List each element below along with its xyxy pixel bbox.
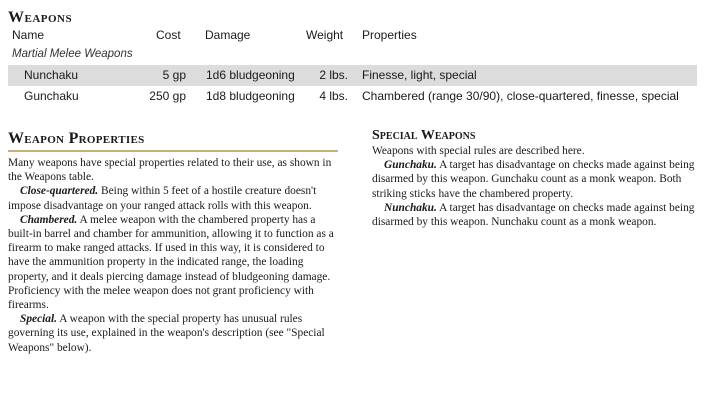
cell-properties: Finesse, light, special bbox=[362, 68, 477, 82]
cell-cost: 5 gp bbox=[162, 68, 186, 82]
table-row bbox=[8, 65, 697, 86]
header-name: Name bbox=[12, 28, 45, 42]
special-gunchaku bbox=[372, 158, 700, 201]
table-row bbox=[8, 86, 697, 107]
header-properties: Properties bbox=[362, 28, 417, 42]
special-text: A target has disadvantage on checks made against being disarmed by this weapon. Nunchaku count as a monk weapon. bbox=[372, 201, 695, 229]
property-text: Being within 5 feet of a hostile creature doesn't impose disadvantage on your ranged attack rolls with this weapon. bbox=[8, 185, 317, 212]
cell-damage: 1d8 bludgeoning bbox=[206, 89, 295, 103]
special-weapons-body bbox=[372, 144, 700, 229]
weapons-table-title: Weapons bbox=[8, 9, 73, 26]
property-close-quartered bbox=[8, 184, 338, 212]
cell-properties: Chambered (range 30/90), close-quartered, finesse, special bbox=[362, 89, 679, 103]
cell-damage: 1d6 bludgeoning bbox=[206, 68, 295, 82]
special-weapons-section bbox=[372, 128, 700, 229]
special-term: Gunchaku. bbox=[384, 159, 437, 172]
special-text: A target has disadvantage on checks made against being disarmed by this weapon. Gunchaku count as a monk weapon. Both striking sticks have the chambered property. bbox=[372, 159, 695, 200]
table-header-row bbox=[8, 27, 697, 44]
cell-weight: 4 lbs. bbox=[319, 89, 348, 103]
cell-weight: 2 lbs. bbox=[319, 68, 348, 82]
special-intro: Weapons with special rules are described here. bbox=[372, 145, 585, 157]
property-term: Close-quartered. bbox=[20, 185, 99, 198]
property-chambered bbox=[8, 213, 338, 312]
cell-name: Gunchaku bbox=[24, 89, 79, 103]
weapon-properties-heading: Weapon Properties bbox=[8, 130, 338, 152]
property-text: A melee weapon with the chambered property has a built-in barrel and chamber for ammunition, allowing it to function as a firearm to make ranged attacks. If used in this way, it is considered to have the ammunition property in the indicated range, the loading property, and it deals piercing damage instead of bludgeoning damage. Proficiency with the melee weapon does not grant proficiency with firearms. bbox=[8, 213, 334, 312]
property-term: Special. bbox=[20, 313, 58, 326]
special-term: Nunchaku. bbox=[384, 201, 437, 214]
weapon-properties-section bbox=[8, 130, 338, 355]
property-text: A weapon with the special property has unusual rules governing its use, explained in the weapon's description (see "Special Weapons" below). bbox=[8, 313, 325, 354]
header-cost: Cost bbox=[156, 28, 181, 42]
header-weight: Weight bbox=[306, 28, 344, 42]
property-term: Chambered. bbox=[20, 213, 78, 226]
property-special bbox=[8, 312, 338, 355]
weapon-properties-body bbox=[8, 156, 338, 355]
header-damage: Damage bbox=[205, 28, 251, 42]
weapon-group-label: Martial Melee Weapons bbox=[12, 48, 133, 60]
cell-cost: 250 gp bbox=[149, 89, 186, 103]
weapons-table bbox=[8, 27, 697, 107]
cell-name: Nunchaku bbox=[24, 68, 79, 82]
special-nunchaku bbox=[372, 201, 700, 229]
special-weapons-heading: Special Weapons bbox=[372, 128, 476, 143]
properties-intro: Many weapons have special properties related to their use, as shown in the Weapons table. bbox=[8, 157, 332, 184]
